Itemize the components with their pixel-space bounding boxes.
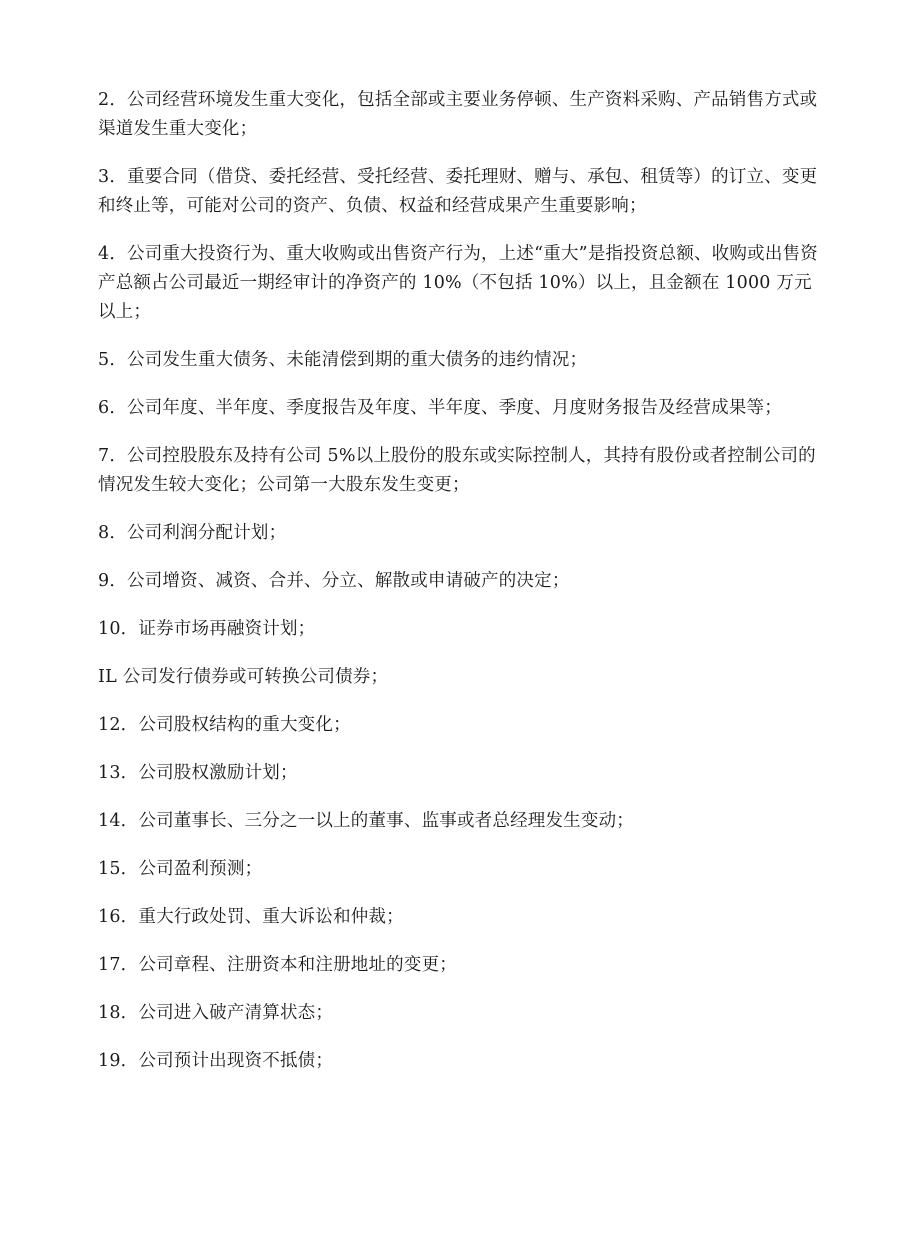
list-item: 4．公司重大投资行为、重大收购或出售资产行为，上述“重大”是指投资总额、收购或出售资产总额占公司最近一期经审计的净资产的 10%（不包括 10%）以上，且金额在 1000 万元以上； [98,244,818,322]
list-item: 17．公司章程、注册资本和注册地址的变更； [98,955,457,975]
list-item: IL 公司发行债券或可转换公司债券； [98,667,389,687]
list-item: 19．公司预计出现资不抵债； [98,1051,334,1071]
list-item: 9．公司增资、减资、合并、分立、解散或申请破产的决定； [98,571,570,591]
list-item: 14．公司董事长、三分之一以上的董事、监事或者总经理发生变动； [98,811,634,831]
list-item: 12．公司股权结构的重大变化； [98,715,351,735]
document-body [98,86,824,1095]
list-item: 5．公司发生重大债务、未能清偿到期的重大债务的违约情况； [98,350,588,370]
list-item: 2．公司经营环境发生重大变化，包括全部或主要业务停顿、生产资料采购、产品销售方式或渠道发生重大变化； [98,90,818,139]
list-item: 15．公司盈利预测； [98,859,263,879]
list-item: 10．证券市场再融资计划； [98,619,316,639]
list-item: 7．公司控股股东及持有公司 5%以上股份的股东或实际控制人，其持有股份或者控制公司的情况发生较大变化；公司第一大股东发生变更； [98,446,816,495]
list-item: 8．公司利润分配计划； [98,523,287,543]
list-item: 13．公司股权激励计划； [98,763,298,783]
list-item: 16．重大行政处罚、重大诉讼和仲裁； [98,907,404,927]
list-item: 6．公司年度、半年度、季度报告及年度、半年度、季度、月度财务报告及经营成果等； [98,398,782,418]
list-item: 3．重要合同（借贷、委托经营、受托经营、委托理财、赠与、承包、租赁等）的订立、变更和终止等，可能对公司的资产、负债、权益和经营成果产生重要影响； [98,167,818,216]
list-item: 18．公司进入破产清算状态； [98,1003,334,1023]
